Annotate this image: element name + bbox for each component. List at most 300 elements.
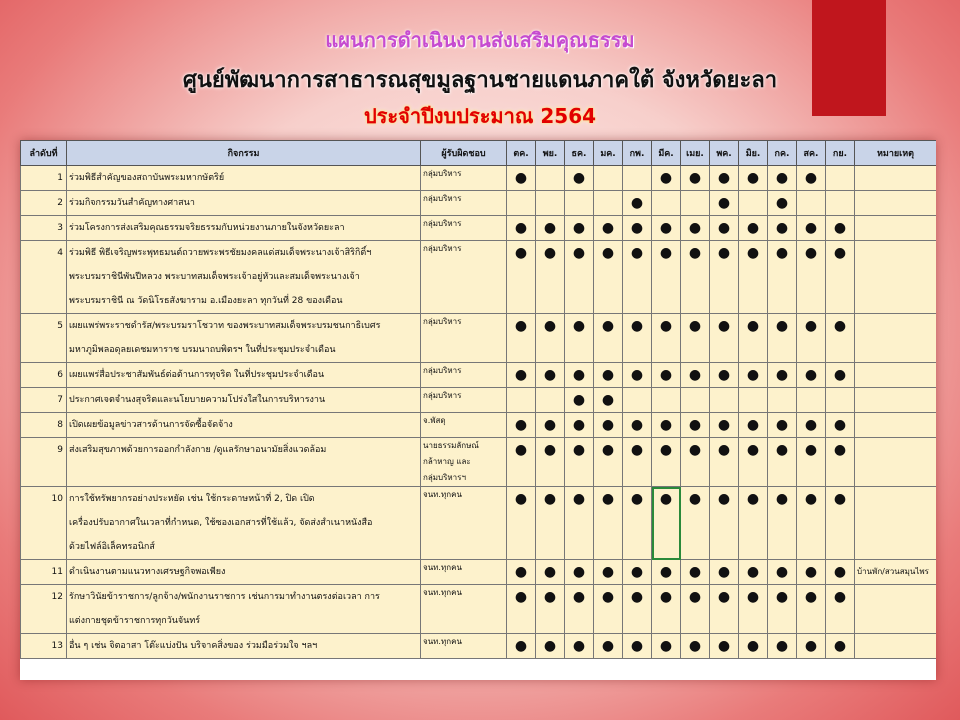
header-month: พย. (536, 141, 565, 166)
cell-month[interactable] (826, 216, 855, 241)
cell-month[interactable] (739, 634, 768, 659)
scheduled-dot-icon: ● (717, 417, 731, 433)
cell-month[interactable] (565, 487, 594, 560)
cell-no[interactable]: 8 (21, 413, 67, 438)
cell-month[interactable] (797, 166, 826, 191)
cell-month[interactable] (536, 560, 565, 585)
cell-month[interactable] (681, 585, 710, 634)
cell-month[interactable] (739, 585, 768, 634)
cell-month[interactable] (536, 363, 565, 388)
cell-activity[interactable] (67, 438, 421, 487)
cell-month[interactable] (739, 314, 768, 363)
cell-month[interactable] (623, 166, 652, 191)
header-responsible: ผู้รับผิดชอบ (421, 141, 507, 166)
cell-activity[interactable] (67, 560, 421, 585)
cell-no[interactable]: 12 (21, 585, 67, 634)
cell-month[interactable] (623, 634, 652, 659)
cell-responsible[interactable] (421, 487, 507, 560)
scheduled-dot-icon: ● (514, 589, 528, 605)
cell-month[interactable] (536, 191, 565, 216)
cell-month[interactable] (565, 363, 594, 388)
scheduled-dot-icon: ● (630, 367, 644, 383)
scheduled-dot-icon: ● (601, 564, 615, 580)
cell-month[interactable] (594, 388, 623, 413)
cell-month[interactable] (797, 438, 826, 487)
scheduled-dot-icon: ● (659, 442, 673, 458)
table-row (21, 413, 937, 438)
cell-month[interactable] (594, 216, 623, 241)
cell-month[interactable] (536, 314, 565, 363)
cell-month[interactable] (768, 634, 797, 659)
cell-responsible[interactable] (421, 585, 507, 634)
cell-month[interactable] (507, 585, 536, 634)
cell-month[interactable] (768, 216, 797, 241)
scheduled-dot-icon: ● (543, 442, 557, 458)
cell-month[interactable] (507, 487, 536, 560)
cell-responsible[interactable] (421, 191, 507, 216)
cell-month[interactable] (565, 241, 594, 314)
cell-month[interactable] (681, 388, 710, 413)
responsible-text-line: กล้าหาญ และ (423, 457, 471, 466)
cell-month[interactable] (652, 241, 681, 314)
cell-month[interactable] (826, 241, 855, 314)
scheduled-dot-icon: ● (717, 170, 731, 186)
cell-month[interactable] (768, 388, 797, 413)
activity-text-line: ส่งเสริมสุขภาพด้วยการออกกำลังกาย /ดูแลรักษาอนามัยสิ่งแวดล้อม (69, 445, 327, 455)
cell-month[interactable] (826, 585, 855, 634)
cell-responsible[interactable] (421, 314, 507, 363)
cell-responsible[interactable] (421, 166, 507, 191)
header-month: พค. (710, 141, 739, 166)
cell-remark[interactable] (855, 166, 937, 191)
scheduled-dot-icon: ● (717, 442, 731, 458)
header-no: ลำดับที่ (21, 141, 67, 166)
responsible-text-line: จ.พัสดุ (423, 416, 446, 425)
cell-remark[interactable] (855, 191, 937, 216)
cell-month[interactable] (797, 560, 826, 585)
cell-month[interactable] (565, 191, 594, 216)
table-row (21, 363, 937, 388)
scheduled-dot-icon: ● (688, 367, 702, 383)
cell-month[interactable] (681, 241, 710, 314)
table-row (21, 634, 937, 659)
cell-month[interactable] (623, 560, 652, 585)
scheduled-dot-icon: ● (659, 170, 673, 186)
cell-month[interactable] (623, 314, 652, 363)
spreadsheet-panel (20, 140, 936, 680)
cell-no[interactable]: 9 (21, 438, 67, 487)
cell-month[interactable] (507, 166, 536, 191)
cell-month[interactable] (623, 438, 652, 487)
cell-month[interactable] (710, 487, 739, 560)
cell-month[interactable] (826, 388, 855, 413)
cell-month[interactable] (739, 438, 768, 487)
cell-month[interactable] (710, 216, 739, 241)
scheduled-dot-icon: ● (746, 417, 760, 433)
cell-remark[interactable] (855, 634, 937, 659)
cell-month[interactable] (594, 166, 623, 191)
cell-month[interactable] (594, 241, 623, 314)
cell-responsible[interactable] (421, 634, 507, 659)
activity-text-line: เผยแพร่พระราชดำรัส/พระบรมราโชวาท ของพระบาทสมเด็จพระบรมชนกาธิเบศร (69, 321, 381, 331)
cell-month[interactable] (826, 413, 855, 438)
activity-text-line: ดำเนินงานตามแนวทางเศรษฐกิจพอเพียง (69, 567, 226, 577)
cell-month[interactable] (565, 585, 594, 634)
scheduled-dot-icon: ● (804, 367, 818, 383)
cell-month[interactable] (768, 363, 797, 388)
cell-month[interactable] (768, 314, 797, 363)
scheduled-dot-icon: ● (630, 417, 644, 433)
cell-month[interactable] (768, 560, 797, 585)
scheduled-dot-icon: ● (601, 589, 615, 605)
cell-no[interactable]: 4 (21, 241, 67, 314)
cell-month[interactable] (652, 166, 681, 191)
cell-responsible[interactable] (421, 560, 507, 585)
scheduled-dot-icon: ● (601, 220, 615, 236)
cell-month[interactable] (565, 216, 594, 241)
cell-month[interactable] (710, 413, 739, 438)
activity-text-line: พระบรมราชินี ณ วัดนิโรธสังฆาราม อ.เมืองยะลา ทุกวันที่ 28 ของเดือน (69, 296, 343, 306)
cell-month[interactable] (768, 241, 797, 314)
cell-month[interactable] (681, 363, 710, 388)
cell-month[interactable] (507, 314, 536, 363)
cell-month[interactable] (739, 241, 768, 314)
cell-month[interactable] (536, 241, 565, 314)
cell-month[interactable] (739, 363, 768, 388)
cell-activity[interactable] (67, 487, 421, 560)
cell-month[interactable] (681, 634, 710, 659)
cell-no[interactable]: 6 (21, 363, 67, 388)
decorative-red-block (812, 0, 886, 116)
cell-month[interactable] (507, 363, 536, 388)
table-row (21, 216, 937, 241)
cell-month[interactable] (594, 191, 623, 216)
title-fiscal-year: ประจำปีงบประมาณ 2564 (363, 104, 597, 128)
cell-month[interactable] (826, 634, 855, 659)
cell-month[interactable] (710, 363, 739, 388)
activity-text-line: ร่วมกิจกรรมวันสำคัญทางศาสนา (69, 198, 195, 208)
cell-responsible[interactable] (421, 363, 507, 388)
cell-month[interactable] (507, 388, 536, 413)
scheduled-dot-icon: ● (746, 638, 760, 654)
cell-month[interactable] (652, 388, 681, 413)
cell-activity[interactable] (67, 216, 421, 241)
cell-month[interactable] (652, 191, 681, 216)
cell-month[interactable] (623, 585, 652, 634)
scheduled-dot-icon: ● (804, 170, 818, 186)
activity-text-line: แต่งกายชุดข้าราชการทุกวันจันทร์ (69, 616, 201, 626)
cell-month[interactable] (768, 166, 797, 191)
cell-month[interactable] (565, 560, 594, 585)
cell-activity[interactable] (67, 363, 421, 388)
scheduled-dot-icon: ● (572, 491, 586, 507)
header-month: สค. (797, 141, 826, 166)
scheduled-dot-icon: ● (833, 442, 847, 458)
cell-month[interactable] (536, 634, 565, 659)
cell-month[interactable] (507, 560, 536, 585)
cell-month[interactable] (710, 438, 739, 487)
cell-activity[interactable] (67, 585, 421, 634)
cell-month[interactable] (536, 388, 565, 413)
cell-month[interactable] (826, 363, 855, 388)
cell-month[interactable] (507, 191, 536, 216)
scheduled-dot-icon: ● (659, 367, 673, 383)
scheduled-dot-icon: ● (601, 638, 615, 654)
scheduled-dot-icon: ● (717, 367, 731, 383)
cell-activity[interactable] (67, 191, 421, 216)
scheduled-dot-icon: ● (572, 367, 586, 383)
cell-remark[interactable] (855, 438, 937, 487)
cell-month[interactable] (652, 438, 681, 487)
responsible-text-line: กลุ่มบริหาร (423, 317, 462, 326)
scheduled-dot-icon: ● (659, 638, 673, 654)
scheduled-dot-icon: ● (514, 245, 528, 261)
cell-no[interactable]: 5 (21, 314, 67, 363)
cell-month[interactable] (681, 216, 710, 241)
cell-month[interactable] (507, 634, 536, 659)
cell-no[interactable]: 2 (21, 191, 67, 216)
cell-month[interactable] (768, 191, 797, 216)
cell-month[interactable] (797, 363, 826, 388)
scheduled-dot-icon: ● (514, 638, 528, 654)
cell-responsible[interactable] (421, 216, 507, 241)
scheduled-dot-icon: ● (630, 491, 644, 507)
cell-month[interactable] (565, 314, 594, 363)
cell-month[interactable] (681, 438, 710, 487)
cell-month[interactable] (710, 560, 739, 585)
scheduled-dot-icon: ● (746, 589, 760, 605)
cell-month[interactable] (768, 487, 797, 560)
cell-no[interactable]: 13 (21, 634, 67, 659)
scheduled-dot-icon: ● (833, 318, 847, 334)
cell-month[interactable] (797, 388, 826, 413)
cell-month[interactable] (536, 216, 565, 241)
cell-responsible[interactable] (421, 388, 507, 413)
cell-month[interactable] (739, 487, 768, 560)
header-month: กค. (768, 141, 797, 166)
cell-month[interactable] (797, 216, 826, 241)
cell-month[interactable] (652, 413, 681, 438)
cell-month[interactable] (594, 560, 623, 585)
cell-activity[interactable] (67, 166, 421, 191)
cell-month[interactable] (652, 314, 681, 363)
scheduled-dot-icon: ● (833, 564, 847, 580)
cell-responsible[interactable] (421, 438, 507, 487)
cell-month[interactable] (797, 585, 826, 634)
cell-activity[interactable] (67, 634, 421, 659)
scheduled-dot-icon: ● (543, 491, 557, 507)
cell-remark[interactable] (855, 487, 937, 560)
cell-activity[interactable] (67, 413, 421, 438)
cell-month[interactable] (652, 585, 681, 634)
cell-month[interactable] (681, 191, 710, 216)
scheduled-dot-icon: ● (746, 220, 760, 236)
cell-remark[interactable] (855, 585, 937, 634)
cell-no[interactable]: 7 (21, 388, 67, 413)
cell-month[interactable] (797, 191, 826, 216)
cell-month[interactable] (623, 388, 652, 413)
scheduled-dot-icon: ● (514, 564, 528, 580)
cell-month[interactable] (536, 438, 565, 487)
cell-month[interactable] (797, 314, 826, 363)
cell-month[interactable] (565, 166, 594, 191)
cell-month[interactable] (652, 487, 681, 560)
cell-month[interactable] (652, 634, 681, 659)
header-activity: กิจกรรม (67, 141, 421, 166)
cell-month[interactable] (826, 314, 855, 363)
cell-month[interactable] (797, 487, 826, 560)
cell-month[interactable] (826, 560, 855, 585)
scheduled-dot-icon: ● (514, 367, 528, 383)
scheduled-dot-icon: ● (688, 442, 702, 458)
scheduled-dot-icon: ● (688, 417, 702, 433)
cell-month[interactable] (768, 438, 797, 487)
cell-no[interactable]: 11 (21, 560, 67, 585)
cell-month[interactable] (623, 241, 652, 314)
cell-activity[interactable] (67, 314, 421, 363)
cell-month[interactable] (594, 585, 623, 634)
header-month: มค. (594, 141, 623, 166)
cell-month[interactable] (652, 363, 681, 388)
cell-month[interactable] (565, 388, 594, 413)
scheduled-dot-icon: ● (601, 392, 615, 408)
scheduled-dot-icon: ● (688, 638, 702, 654)
activity-text-line: ร่วมโครงการส่งเสริมคุณธรรมจริยธรรมกับหน่วยงานภายในจังหวัดยะลา (69, 223, 345, 233)
cell-month[interactable] (623, 363, 652, 388)
cell-month[interactable] (710, 166, 739, 191)
table-row (21, 585, 937, 634)
cell-month[interactable] (739, 191, 768, 216)
cell-month[interactable] (826, 191, 855, 216)
cell-remark[interactable] (855, 388, 937, 413)
cell-month[interactable] (826, 438, 855, 487)
scheduled-dot-icon: ● (717, 220, 731, 236)
scheduled-dot-icon: ● (775, 442, 789, 458)
cell-month[interactable] (536, 166, 565, 191)
scheduled-dot-icon: ● (630, 318, 644, 334)
scheduled-dot-icon: ● (659, 417, 673, 433)
cell-month[interactable] (507, 241, 536, 314)
cell-month[interactable] (710, 634, 739, 659)
scheduled-dot-icon: ● (630, 638, 644, 654)
scheduled-dot-icon: ● (601, 318, 615, 334)
cell-activity[interactable] (67, 241, 421, 314)
scheduled-dot-icon: ● (630, 195, 644, 211)
scheduled-dot-icon: ● (833, 589, 847, 605)
cell-month[interactable] (565, 413, 594, 438)
cell-month[interactable] (710, 191, 739, 216)
activity-text-line: พระบรมราชินีพันปีหลวง พระบาทสมเด็จพระเจ้าอยู่หัวและสมเด็จพระนางเจ้า (69, 272, 360, 282)
cell-month[interactable] (826, 487, 855, 560)
activity-text-line: อื่น ๆ เช่น จิตอาสา โต๊ะแบ่งปัน บริจาคสิ่งของ ร่วมมือร่วมใจ ฯลฯ (69, 641, 318, 651)
cell-responsible[interactable] (421, 413, 507, 438)
cell-remark[interactable] (855, 413, 937, 438)
cell-month[interactable] (739, 560, 768, 585)
scheduled-dot-icon: ● (659, 318, 673, 334)
cell-month[interactable] (565, 634, 594, 659)
cell-month[interactable] (623, 413, 652, 438)
cell-month[interactable] (536, 585, 565, 634)
cell-month[interactable] (739, 216, 768, 241)
cell-month[interactable] (594, 634, 623, 659)
cell-month[interactable] (652, 216, 681, 241)
cell-month[interactable] (594, 314, 623, 363)
cell-month[interactable] (739, 166, 768, 191)
cell-month[interactable] (681, 413, 710, 438)
cell-month[interactable] (739, 413, 768, 438)
scheduled-dot-icon: ● (833, 220, 847, 236)
cell-month[interactable] (739, 388, 768, 413)
cell-month[interactable] (797, 634, 826, 659)
responsible-text-line: จนท.ทุกคน (423, 563, 462, 572)
cell-month[interactable] (652, 560, 681, 585)
cell-month[interactable] (594, 363, 623, 388)
cell-month[interactable] (710, 314, 739, 363)
cell-no[interactable]: 10 (21, 487, 67, 560)
scheduled-dot-icon: ● (717, 589, 731, 605)
cell-month[interactable] (768, 585, 797, 634)
cell-month[interactable] (594, 438, 623, 487)
cell-month[interactable] (565, 438, 594, 487)
cell-month[interactable] (536, 413, 565, 438)
cell-month[interactable] (507, 413, 536, 438)
cell-month[interactable] (710, 388, 739, 413)
cell-remark[interactable]: บ้านพัก/สวนสมุนไพร (855, 560, 937, 585)
cell-month[interactable] (594, 413, 623, 438)
cell-month[interactable] (710, 241, 739, 314)
cell-responsible[interactable] (421, 241, 507, 314)
cell-activity[interactable] (67, 388, 421, 413)
scheduled-dot-icon: ● (833, 638, 847, 654)
scheduled-dot-icon: ● (514, 442, 528, 458)
cell-month[interactable] (681, 487, 710, 560)
cell-remark[interactable] (855, 241, 937, 314)
cell-remark[interactable] (855, 363, 937, 388)
cell-month[interactable] (681, 166, 710, 191)
table-header-row (21, 141, 937, 166)
cell-month[interactable] (681, 560, 710, 585)
scheduled-dot-icon: ● (775, 417, 789, 433)
responsible-text-line: กลุ่มบริหาร (423, 219, 462, 228)
cell-no[interactable]: 3 (21, 216, 67, 241)
cell-month[interactable] (507, 438, 536, 487)
cell-month[interactable] (623, 216, 652, 241)
scheduled-dot-icon: ● (804, 564, 818, 580)
table-row (21, 166, 937, 191)
responsible-text-line: กลุ่มบริหารฯ (423, 473, 466, 482)
cell-month[interactable] (536, 487, 565, 560)
cell-month[interactable] (710, 585, 739, 634)
scheduled-dot-icon: ● (833, 491, 847, 507)
cell-month[interactable] (594, 487, 623, 560)
cell-month[interactable] (681, 314, 710, 363)
cell-remark[interactable] (855, 216, 937, 241)
header-month: ธค. (565, 141, 594, 166)
cell-month[interactable] (797, 413, 826, 438)
cell-month[interactable] (623, 487, 652, 560)
title-organization: ศูนย์พัฒนาการสาธารณสุขมูลฐานชายแดนภาคใต้ จังหวัดยะลา (182, 68, 778, 93)
scheduled-dot-icon: ● (630, 589, 644, 605)
cell-month[interactable] (623, 191, 652, 216)
scheduled-dot-icon: ● (572, 638, 586, 654)
responsible-text-line: กลุ่มบริหาร (423, 244, 462, 253)
cell-month[interactable] (768, 413, 797, 438)
cell-no[interactable]: 1 (21, 166, 67, 191)
cell-month[interactable] (507, 216, 536, 241)
cell-month[interactable] (826, 166, 855, 191)
cell-remark[interactable] (855, 314, 937, 363)
cell-month[interactable] (797, 241, 826, 314)
